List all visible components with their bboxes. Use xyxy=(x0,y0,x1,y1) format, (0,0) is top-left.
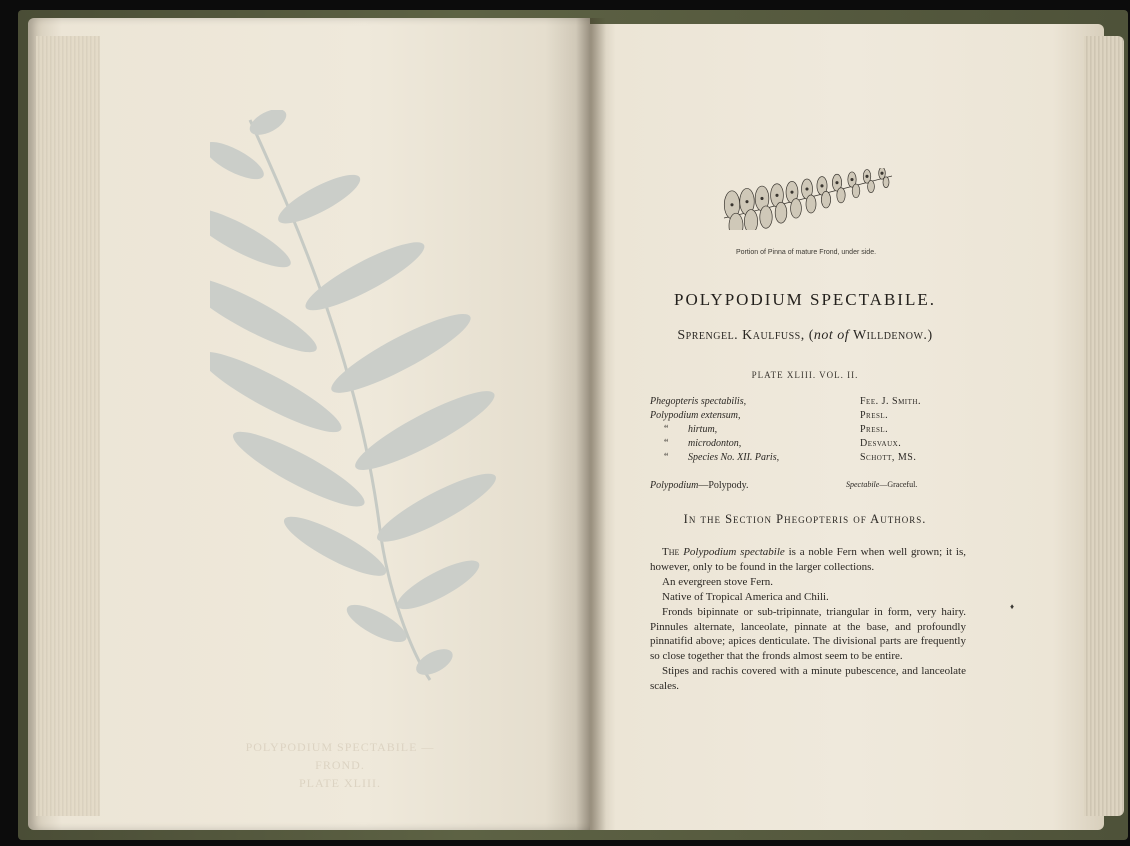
authors-not-of: not of xyxy=(813,328,850,343)
authors-line xyxy=(640,328,970,344)
page-title: POLYPODIUM SPECTABILE. xyxy=(674,290,936,309)
etymology-species-term: Spectabile xyxy=(846,480,880,489)
synonym-authority: Presl. xyxy=(860,410,889,421)
ditto-mark: “ xyxy=(664,424,669,435)
synonym-name: Polypodium extensum, xyxy=(650,410,741,421)
synonym-authority: Presl. xyxy=(860,424,889,435)
description-body xyxy=(650,545,966,694)
margin-mark: ♦ xyxy=(1010,602,1015,611)
section-heading: In the Section Phegopteris of Authors. xyxy=(683,512,927,526)
authors-main: Sprengel. Kaulfuss, xyxy=(677,328,805,343)
synonym-row xyxy=(650,395,970,409)
etymology-genus xyxy=(650,480,749,491)
paragraph: Fronds bipinnate or sub-tripinnate, triangular in form, very hairy. Pinnules alternate, lanceolate, pinnate at the base, and profoundly pinnatifid above; apices denticulate. The divisional parts are frequently so close together that the fronds almost seem to be entire. xyxy=(650,605,966,663)
paragraph: Native of Tropical America and Chili. xyxy=(662,590,829,603)
synonym-name: microdonton, xyxy=(688,438,742,449)
pinna-illustration xyxy=(718,168,896,230)
paragraph xyxy=(650,545,966,575)
synonym-row xyxy=(650,451,970,465)
authors-name: Willdenow. xyxy=(852,328,928,343)
authors-paren-open: ( xyxy=(808,328,814,343)
figure-caption: Portion of Pinna of mature Frond, under side. xyxy=(735,249,877,256)
etymology-genus-meaning: —Polypody. xyxy=(698,480,749,491)
synonym-authority: Fee. J. Smith. xyxy=(860,396,921,407)
left-plate-caption-line-1: POLYPODIUM SPECTABILE — FROND. xyxy=(245,740,435,772)
etymology-species-meaning: —Graceful. xyxy=(879,480,918,489)
synonyms-list xyxy=(650,395,970,465)
synonym-authority: Desvaux. xyxy=(860,438,902,449)
synonym-authority: Schott, MS. xyxy=(860,452,917,463)
synonym-name: hirtum, xyxy=(688,424,718,435)
synonym-name: Species No. XII. Paris, xyxy=(688,452,780,463)
plate-reference: PLATE XLIII. VOL. II. xyxy=(751,370,859,380)
ditto-mark: “ xyxy=(664,452,669,463)
left-plate-caption-line-2: PLATE XLIII. xyxy=(299,776,381,790)
synonym-name: Phegopteris spectabilis, xyxy=(650,396,747,407)
synonym-row xyxy=(650,409,970,423)
synonym-row xyxy=(650,437,970,451)
paragraph-text: is a noble Fern when well grown; it is, however, only to be found in the larger collections. xyxy=(650,546,966,573)
ditto-mark: “ xyxy=(664,438,669,449)
paragraph-species-name: Polypodium spectabile xyxy=(683,546,785,558)
synonym-row xyxy=(650,423,970,437)
etymology-species xyxy=(846,480,917,489)
paragraph-lead: The xyxy=(662,546,680,558)
etymology-genus-term: Polypodium xyxy=(650,480,699,491)
paragraph: An evergreen stove Fern. xyxy=(662,575,773,588)
paragraph: Stipes and rachis covered with a minute pubescence, and lanceolate scales. xyxy=(650,665,966,693)
authors-paren-close: ) xyxy=(927,328,933,343)
